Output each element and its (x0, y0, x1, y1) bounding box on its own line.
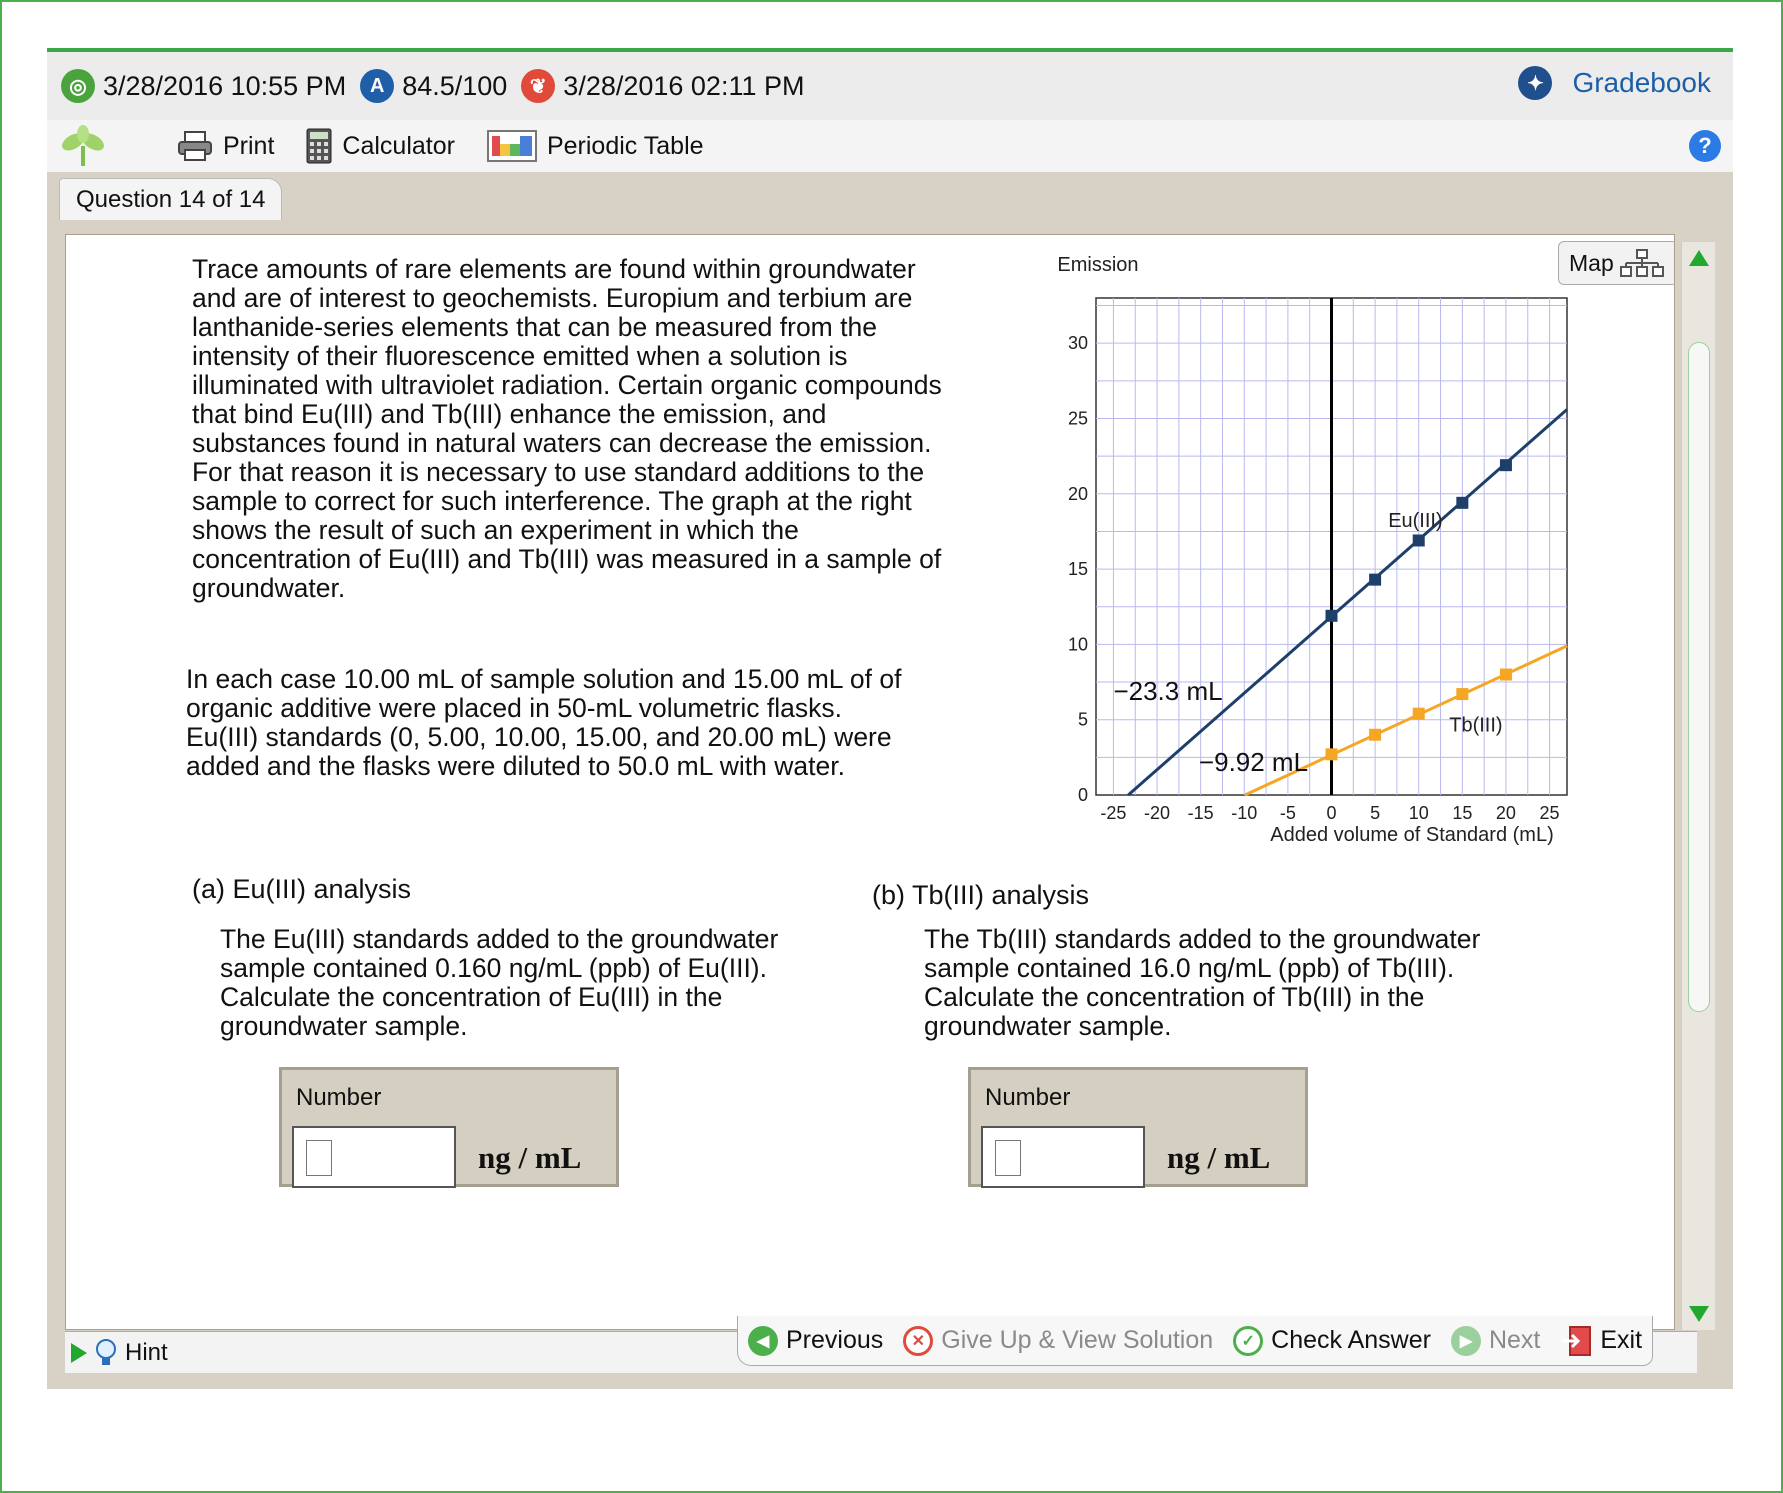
footprint-icon: ❦ (521, 69, 555, 103)
calculator-label: Calculator (342, 131, 455, 160)
answer-b-box (968, 1067, 1308, 1187)
previous-arrow-icon: ◀ (748, 1326, 778, 1356)
give-up-label: Give Up & View Solution (941, 1326, 1214, 1354)
periodic-table-button[interactable] (487, 130, 704, 162)
x-tick-label: 5 (1370, 803, 1381, 823)
answer-a-cursor (306, 1140, 332, 1176)
previous-label: Previous (786, 1326, 884, 1354)
scroll-down-icon[interactable] (1689, 1306, 1709, 1322)
data-point-eu (1456, 497, 1468, 509)
x-axis-label: Added volume of Standard (mL) (1270, 824, 1554, 846)
gradebook-icon: ✦ (1518, 66, 1552, 100)
score-text: 84.5/100 (402, 70, 508, 101)
give-up-x-icon: ✕ (903, 1326, 933, 1356)
answer-b-cursor (995, 1140, 1021, 1176)
exit-door-icon (1560, 1325, 1592, 1357)
part-b-title: (b) Tb(III) analysis (872, 880, 1090, 910)
answer-a-box (279, 1067, 619, 1187)
grade-icon: A (360, 69, 394, 103)
x-tick-label: -15 (1187, 803, 1214, 823)
answer-a-input[interactable] (292, 1126, 456, 1188)
next-label: Next (1488, 1326, 1541, 1354)
question-intro: Trace amounts of rare elements are found within groundwater and are of interest to geochemists. Europium and terbium are lanthanide-series elements that can be measured from the intensity of their fluorescence emitted when a solution is illuminated with ultraviolet radiation. Certain organic compounds that bind Eu(III) and Tb(III) enhance the emission, and substances found in natural waters can decrease the emission. For that reason it is necessary to use standard additions to the sample to correct for such interference. The graph at the right shows the result of such an experiment in which the concentration of Eu(III) and Tb(III) was measured in a sample of groundwater. (192, 254, 942, 603)
y-tick-label: 5 (1077, 709, 1088, 730)
emission-chart (1012, 239, 1672, 849)
data-point-eu (1500, 459, 1512, 471)
x-tick-label: -10 (1231, 803, 1258, 823)
y-tick-label: 30 (1067, 333, 1088, 354)
next-arrow-icon: ▶ (1451, 1326, 1481, 1356)
sprout-logo-icon (53, 124, 113, 168)
x-tick-label: 15 (1452, 803, 1473, 823)
map-button[interactable] (1558, 241, 1675, 285)
periodic-table-label: Periodic Table (546, 131, 704, 160)
score (360, 69, 507, 103)
calculator-icon (306, 128, 332, 164)
data-point-eu (1369, 574, 1381, 586)
help-icon[interactable]: ? (1689, 130, 1721, 162)
scroll-up-icon[interactable] (1689, 250, 1709, 266)
print-label: Print (223, 131, 275, 160)
x-tick-label: -20 (1144, 803, 1171, 823)
status-bar (47, 52, 1733, 120)
tb-intercept-annotation: −9.92 mL (1198, 746, 1309, 777)
answer-b-input[interactable] (981, 1126, 1145, 1188)
x-tick-label: 20 (1495, 803, 1516, 823)
answer-a-unit: ng / mL (478, 1140, 582, 1175)
data-point-tb (1326, 748, 1338, 760)
give-up-button[interactable] (903, 1326, 1213, 1356)
site-map-icon (1620, 248, 1664, 278)
data-point-tb (1500, 669, 1512, 681)
y-tick-label: 25 (1067, 408, 1088, 429)
last-access-text: 3/28/2016 02:11 PM (563, 70, 805, 101)
check-answer-label: Check Answer (1271, 1326, 1431, 1354)
exit-label: Exit (1600, 1326, 1643, 1354)
calculator-button[interactable] (306, 128, 455, 164)
hint-label: Hint (125, 1339, 168, 1366)
x-tick-label: 25 (1539, 803, 1560, 823)
toolbar (47, 120, 1733, 172)
x-tick-label: -25 (1100, 803, 1127, 823)
y-tick-label: 15 (1067, 559, 1088, 580)
previous-button[interactable] (748, 1326, 883, 1356)
next-button[interactable] (1451, 1326, 1540, 1356)
gradebook-label: Gradebook (1572, 67, 1711, 98)
y-tick-label: 0 (1077, 785, 1088, 805)
data-point-eu (1413, 534, 1425, 546)
y-axis-label: Emission (1057, 254, 1139, 276)
due-date (61, 69, 346, 103)
printer-icon (177, 130, 213, 162)
content-frame (47, 220, 1733, 1389)
app-window (47, 48, 1733, 1385)
hint-button[interactable] (71, 1338, 168, 1368)
x-tick-label: 10 (1408, 803, 1429, 823)
y-tick-label: 10 (1067, 634, 1088, 655)
part-a-text: The Eu(III) standards added to the groundwater sample contained 0.160 ng/mL (ppb) of Eu(III). Calculate the concentration of Eu(III) in the groundwater sample. (220, 924, 779, 1041)
last-access (521, 69, 804, 103)
y-tick-label: 20 (1067, 483, 1088, 504)
question-procedure: In each case 10.00 mL of sample solution and 15.00 mL of of organic additive were placed in 50-mL volumetric flasks. Eu(III) standards (0, 5.00, 10.00, 15.00, and 20.00 mL) were added and the flasks were diluted to 50.0 mL with water. (186, 664, 902, 781)
part-b-text: The Tb(III) standards added to the groundwater sample contained 16.0 ng/mL (ppb) of Tb(III). Calculate the concentration of Tb(III) in the groundwater sample. (924, 924, 1481, 1041)
print-button[interactable] (177, 130, 274, 162)
question-panel (65, 234, 1675, 1330)
part-a-title: (a) Eu(III) analysis (192, 874, 412, 904)
answer-b-label: Number (985, 1084, 1071, 1111)
tab-strip (47, 172, 1733, 220)
map-label: Map (1569, 249, 1614, 276)
data-point-eu (1326, 610, 1338, 622)
due-date-text: 3/28/2016 10:55 PM (103, 70, 347, 101)
data-point-tb (1369, 729, 1381, 741)
data-point-tb (1456, 688, 1468, 700)
lightbulb-icon (95, 1338, 117, 1368)
periodic-table-icon (487, 130, 537, 162)
data-point-tb (1413, 708, 1425, 720)
answer-a-label: Number (296, 1084, 382, 1111)
series-label-tb: Tb(III) (1449, 714, 1503, 737)
answer-b-unit: ng / mL (1167, 1140, 1271, 1175)
check-icon: ✓ (1233, 1326, 1263, 1356)
eu-intercept-annotation: −23.3 mL (1113, 676, 1223, 707)
expand-arrow-icon (71, 1343, 87, 1363)
exit-button[interactable] (1560, 1325, 1642, 1357)
series-label-eu: Eu(III) (1388, 509, 1443, 532)
vertical-scrollbar[interactable] (1681, 242, 1715, 1330)
check-answer-button[interactable] (1233, 1326, 1431, 1356)
x-tick-label: 0 (1326, 803, 1337, 823)
tab-question[interactable]: Question 14 of 14 (59, 178, 282, 222)
question-navigation (737, 1316, 1653, 1366)
clock-icon: ◎ (61, 69, 95, 103)
x-tick-label: -5 (1279, 803, 1296, 823)
scroll-thumb[interactable] (1688, 342, 1710, 1012)
gradebook-link[interactable] (1518, 66, 1711, 100)
